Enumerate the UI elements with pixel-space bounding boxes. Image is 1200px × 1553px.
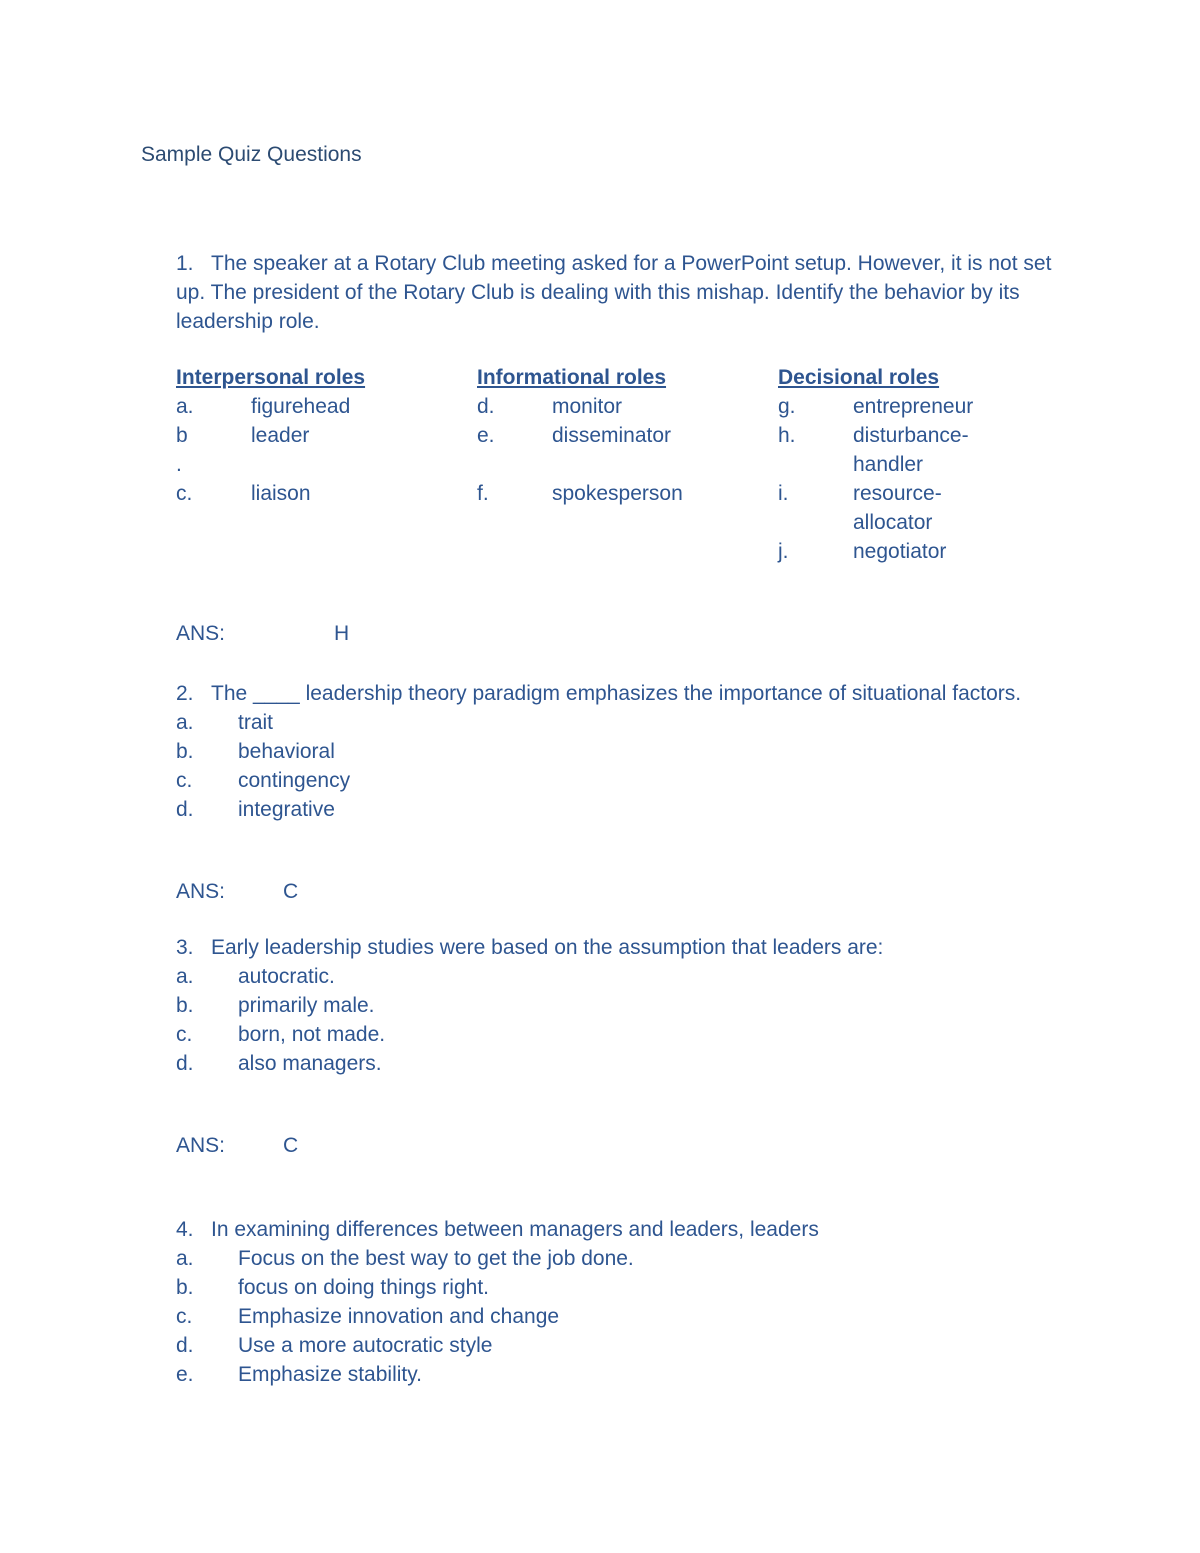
option-letter: c. [176, 1023, 193, 1046]
answer-label: ANS: [176, 880, 226, 903]
option-text: contingency [238, 769, 351, 792]
column-heading: Decisional roles [778, 366, 940, 389]
question-text: The ____ leadership theory paradigm emphasizes the importance of situational factors. [211, 682, 1022, 705]
option-letter: a. [176, 711, 194, 734]
role-letter: d. [477, 395, 495, 418]
role-row [778, 508, 1008, 537]
answer-value: C [283, 1134, 299, 1157]
role-row [778, 479, 1008, 508]
option [176, 737, 1076, 766]
role-text: entrepreneur [853, 395, 974, 418]
page-title: Sample Quiz Questions [141, 143, 362, 166]
interpersonal-roles-column [176, 363, 406, 508]
role-letter: . [176, 453, 182, 476]
option [176, 1244, 1076, 1273]
option-text: integrative [238, 798, 335, 821]
role-letter: j. [778, 540, 789, 563]
option [176, 766, 1076, 795]
option [176, 962, 1076, 991]
role-letter: i. [778, 482, 789, 505]
option [176, 795, 1076, 824]
option-text: Emphasize stability. [238, 1363, 423, 1386]
option-text: focus on doing things right. [238, 1276, 489, 1299]
question-number: 1. [176, 252, 194, 275]
option-letter: d. [176, 798, 194, 821]
role-letter [778, 508, 853, 537]
role-row [778, 421, 1008, 450]
role-text: allocator [853, 511, 933, 534]
answer-value: C [283, 880, 299, 903]
option [176, 991, 1076, 1020]
role-letter [477, 450, 552, 479]
role-text: spokesperson [552, 482, 683, 505]
informational-roles-column [477, 363, 707, 508]
option-letter: c. [176, 1305, 193, 1328]
role-text: monitor [552, 395, 623, 418]
role-row [778, 537, 1008, 566]
role-letter: h. [778, 424, 796, 447]
question-4 [176, 1215, 1076, 1389]
role-text: handler [853, 453, 924, 476]
role-letter: b [176, 424, 188, 447]
option [176, 1331, 1076, 1360]
answer-1 [176, 622, 349, 646]
question-text: Early leadership studies were based on the assumption that leaders are: [211, 936, 884, 959]
column-heading: Interpersonal roles [176, 366, 366, 389]
option-text: Emphasize innovation and change [238, 1305, 560, 1328]
option-text: behavioral [238, 740, 335, 763]
question-number: 4. [176, 1218, 194, 1241]
role-row [176, 421, 406, 450]
option-text: trait [238, 711, 274, 734]
option-letter: b. [176, 740, 194, 763]
column-heading: Informational roles [477, 366, 667, 389]
option-text: Use a more autocratic style [238, 1334, 493, 1357]
answer-label: ANS: [176, 1134, 226, 1157]
option-text: born, not made. [238, 1023, 386, 1046]
role-row [477, 450, 707, 479]
role-text: figurehead [251, 395, 351, 418]
role-letter: c. [176, 482, 193, 505]
option-letter: d. [176, 1334, 194, 1357]
option [176, 1302, 1076, 1331]
option-letter: e. [176, 1363, 194, 1386]
role-text: disturbance- [853, 424, 969, 447]
answer-label: ANS: [176, 622, 226, 645]
role-row [477, 392, 707, 421]
answer-2 [176, 880, 298, 904]
role-letter: g. [778, 395, 796, 418]
role-letter: e. [477, 424, 495, 447]
role-row [477, 421, 707, 450]
option-letter: a. [176, 965, 194, 988]
role-text: disseminator [552, 424, 672, 447]
question-text: In examining differences between managers and leaders, leaders [211, 1218, 819, 1241]
role-row [778, 450, 1008, 479]
role-text [552, 450, 702, 479]
role-text: liaison [251, 482, 311, 505]
option [176, 1273, 1076, 1302]
question-3 [176, 933, 1076, 1078]
option [176, 1360, 1076, 1389]
role-row [176, 392, 406, 421]
option-text: primarily male. [238, 994, 375, 1017]
role-text [251, 450, 401, 479]
role-letter: a. [176, 395, 194, 418]
role-text: leader [251, 424, 310, 447]
role-text: resource- [853, 482, 942, 505]
option-letter: c. [176, 769, 193, 792]
role-row [477, 479, 707, 508]
option-letter: b. [176, 1276, 194, 1299]
question-number: 3. [176, 936, 194, 959]
question-2 [176, 679, 1076, 824]
role-text: negotiator [853, 540, 947, 563]
answer-3 [176, 1134, 298, 1158]
option-letter: a. [176, 1247, 194, 1270]
option [176, 1020, 1076, 1049]
option [176, 1049, 1076, 1078]
role-row [176, 479, 406, 508]
option [176, 708, 1076, 737]
decisional-roles-column [778, 363, 1008, 566]
option-text: Focus on the best way to get the job done. [238, 1247, 634, 1270]
role-row [176, 450, 406, 479]
role-letter [778, 450, 853, 479]
role-letter: f. [477, 482, 489, 505]
option-letter: d. [176, 1052, 194, 1075]
option-letter: b. [176, 994, 194, 1017]
question-number: 2. [176, 682, 194, 705]
option-text: also managers. [238, 1052, 382, 1075]
role-row [778, 392, 1008, 421]
answer-value: H [334, 622, 350, 645]
option-text: autocratic. [238, 965, 335, 988]
question-text: The speaker at a Rotary Club meeting asked for a PowerPoint setup. However, it is not set up. The president of the Rotary Club is dealing with this mishap. Identify the behavior by its leadership role. [176, 252, 1052, 333]
question-1 [176, 249, 1076, 336]
